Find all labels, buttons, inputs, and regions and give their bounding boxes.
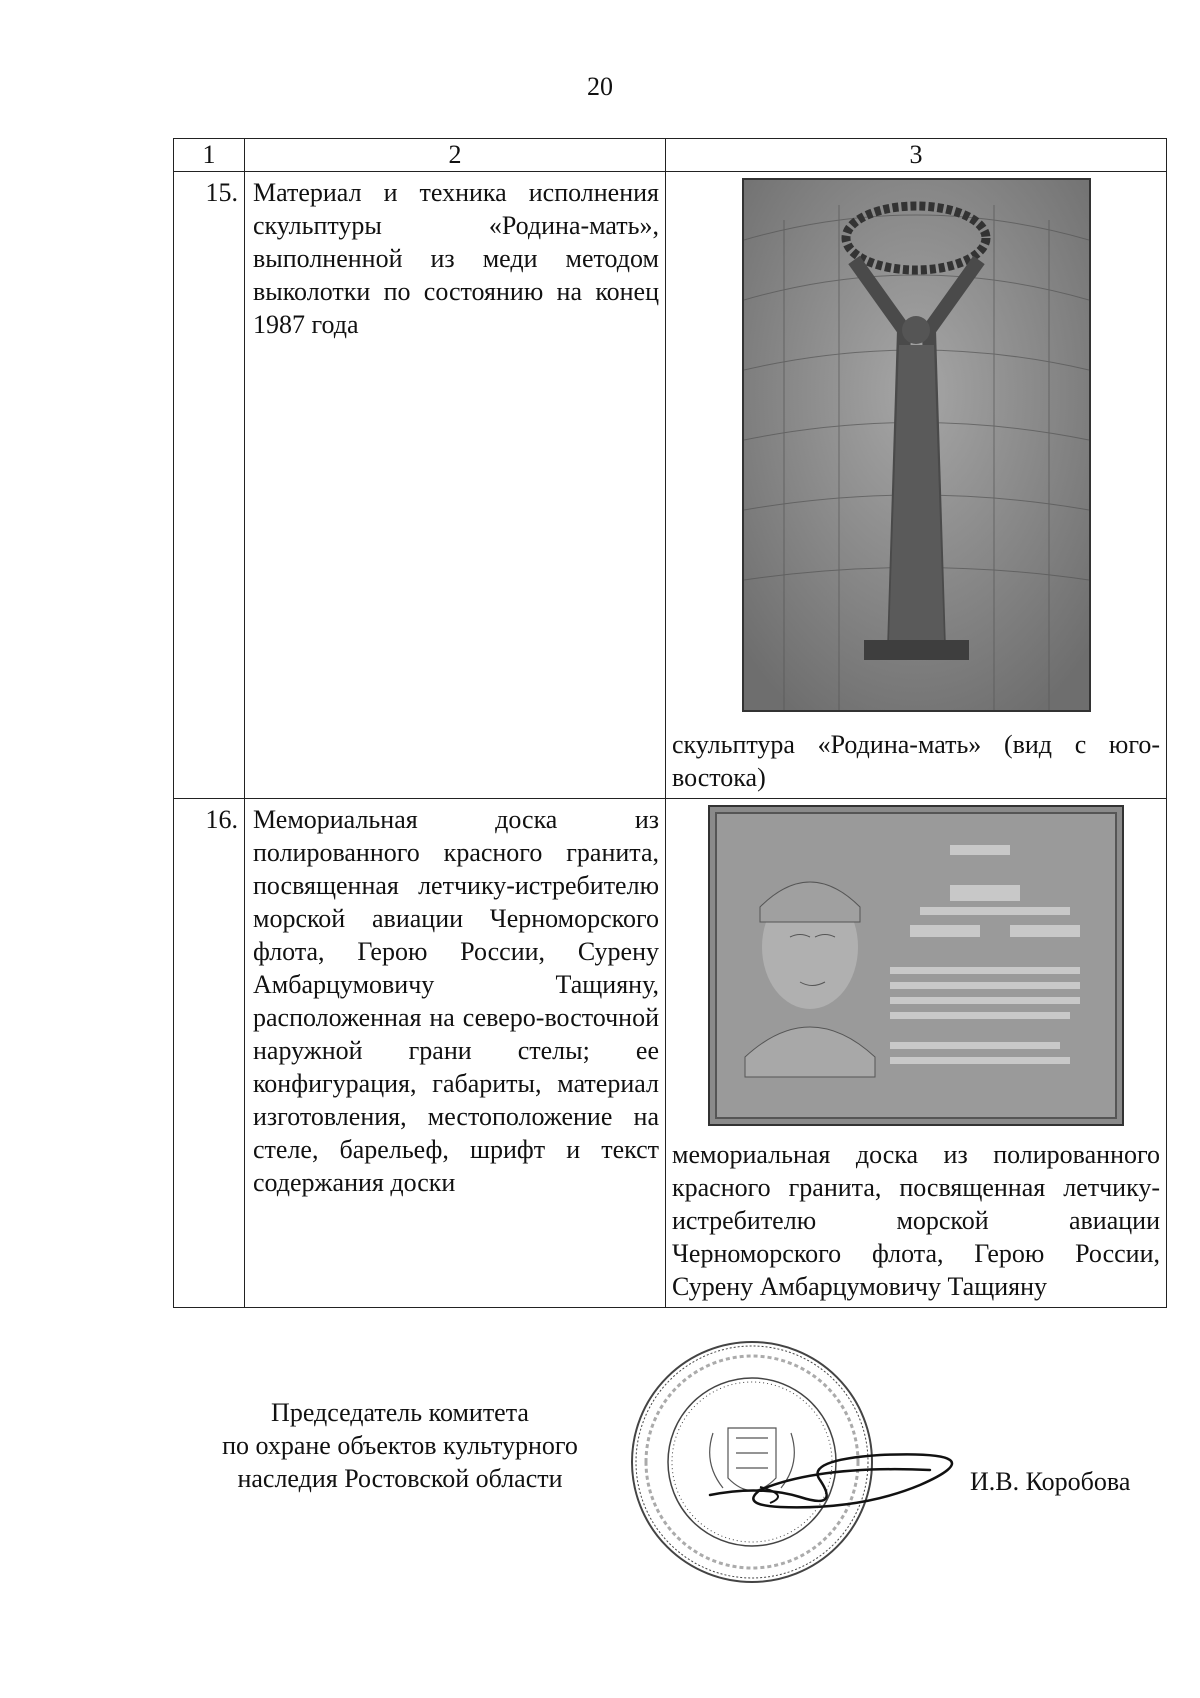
object-description: Материал и техника исполнения скульптуры «Родина-мать», выполненной из меди методом выколотки по состоянию на конец 1987 года: [245, 172, 666, 799]
memorial-plaque-photo-icon: [708, 805, 1124, 1126]
table-header-row: [174, 139, 1167, 172]
signer-name: И.В. Коробова: [970, 1467, 1131, 1496]
heritage-table: [173, 138, 1167, 1308]
page-number: 20: [587, 72, 613, 101]
table-row: [174, 172, 1167, 799]
row-number: 16.: [174, 799, 245, 1308]
signature-title-line: наследия Ростовской области: [237, 1464, 563, 1493]
signature-title: [200, 1396, 600, 1495]
table-row: [174, 799, 1167, 1308]
column-header: 1: [174, 139, 245, 172]
signature-title-line: по охране объектов культурного: [222, 1431, 578, 1460]
row-number: 15.: [174, 172, 245, 799]
column-header: 2: [245, 139, 666, 172]
photo-caption: мемориальная доска из полированного красного гранита, посвященная летчику-истребителю морской авиации Черноморского флота, Герою России, Сурену Амбарцумовичу Тащияну: [672, 1140, 1160, 1301]
photo-caption: скульптура «Родина-мать» (вид с юго-востока): [672, 730, 1160, 792]
signature-title-line: Председатель комитета: [271, 1398, 529, 1427]
object-description: Мемориальная доска из полированного красного гранита, посвященная летчику-истребителю морской авиации Черноморского флота, Герою России, Сурену Амбарцумовичу Тащияну, расположенная на северо-восточной наружной грани стелы; ее конфигурация, габариты, материал изготовления, местоположение на стеле, барельеф, шрифт и текст содержания доски: [245, 799, 666, 1308]
statue-photo-icon: [742, 178, 1091, 712]
photo-cell: [666, 799, 1167, 1308]
photo-cell: [666, 172, 1167, 799]
column-header: 3: [666, 139, 1167, 172]
